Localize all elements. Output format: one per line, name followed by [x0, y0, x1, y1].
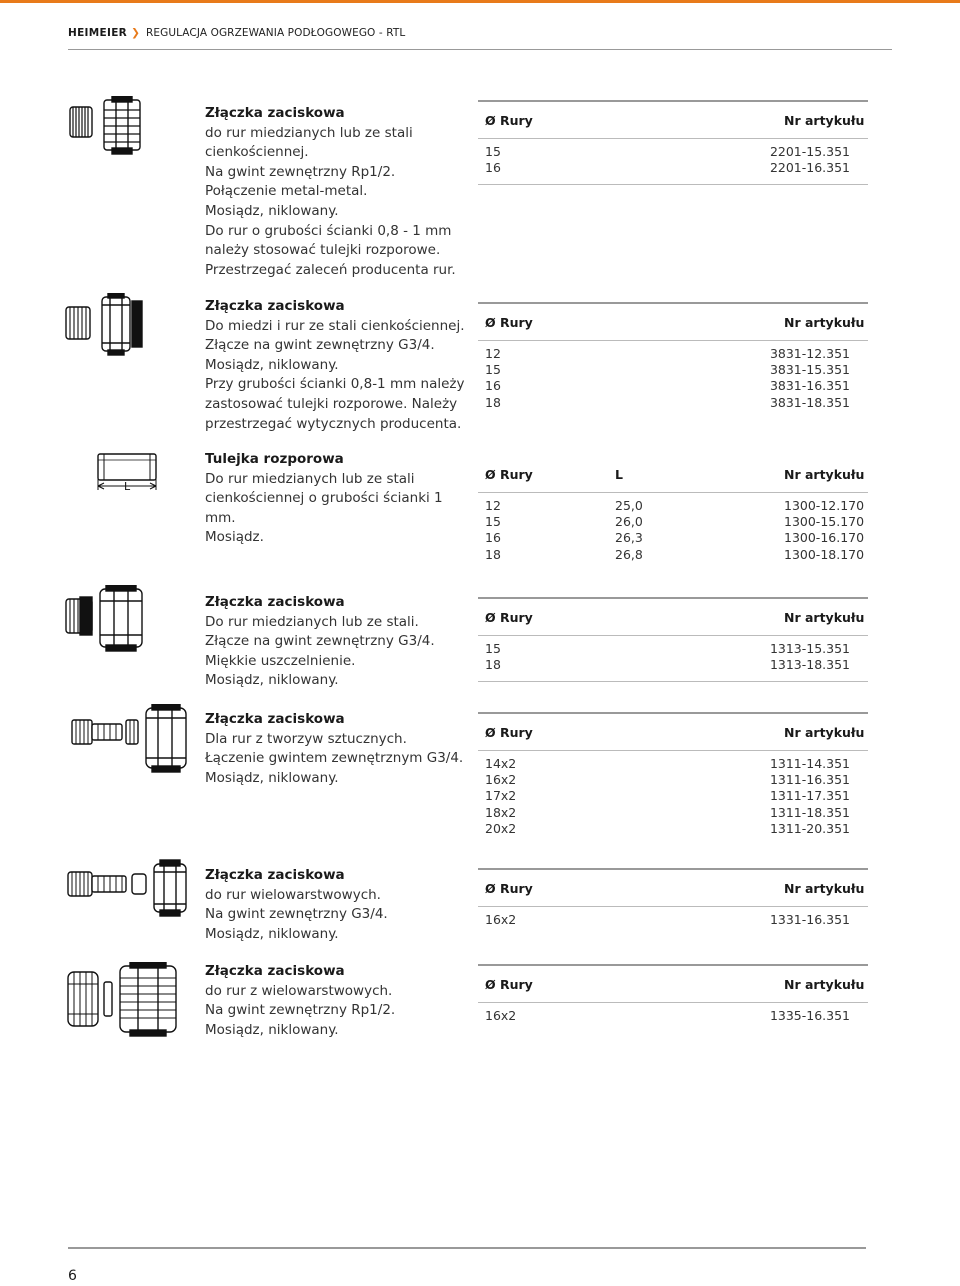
table-row	[478, 821, 868, 837]
article-table	[478, 456, 868, 571]
article-table	[478, 964, 868, 1032]
column-header: Nr artykułu	[784, 881, 865, 896]
column-header: Ø Rury	[485, 881, 533, 896]
compression-fitting-image	[60, 585, 200, 657]
product-title: Złączka zaciskowa	[205, 594, 345, 610]
column-header: Nr artykułu	[784, 725, 865, 740]
table-header	[478, 712, 868, 751]
description-line: przestrzegać wytycznych producenta.	[205, 415, 462, 432]
article-number: 1300-12.170	[784, 498, 865, 513]
article-number: 1335-16.351	[769, 1008, 850, 1023]
pipe-size: 17x2	[485, 788, 517, 804]
compression-fitting-image	[60, 704, 200, 776]
column-header: Ø Rury	[485, 977, 533, 992]
article-number: 1300-18.170	[784, 546, 865, 562]
pipe-size: 18	[485, 394, 501, 410]
table-row	[478, 346, 868, 362]
column-header: Nr artykułu	[784, 610, 865, 625]
description-line: Złącze na gwint zewnętrzny G3/4.	[205, 633, 435, 650]
description-line: Mosiądz, niklowany.	[205, 202, 339, 219]
article-table	[478, 302, 868, 419]
description-line: Łączenie gwintem zewnętrznym G3/4.	[205, 750, 464, 767]
column-header: Nr artykułu	[784, 467, 865, 482]
description-line: Do rur o grubości ścianki 0,8 - 1 mm	[205, 222, 452, 239]
article-number: 1331-16.351	[769, 912, 850, 927]
description-line: Miękkie uszczelnienie.	[205, 652, 356, 669]
description-line: Przestrzegać zaleceń producenta rur.	[205, 261, 456, 278]
article-number: 1311-18.351	[769, 804, 850, 820]
table-row	[478, 1008, 868, 1024]
table-row	[478, 547, 868, 563]
product-description	[205, 710, 470, 788]
article-table	[478, 712, 868, 845]
article-number: 1300-16.170	[784, 530, 865, 546]
table-row	[478, 756, 868, 772]
pipe-size: 15	[485, 362, 501, 378]
table-row	[478, 514, 868, 530]
pipe-size: 15	[485, 514, 501, 530]
description-line: cienkościennej o grubości ścianki 1 mm.	[205, 490, 443, 526]
table-row	[478, 530, 868, 546]
sleeve-image	[60, 450, 200, 500]
column-header: Ø Rury	[485, 467, 533, 482]
description-line: Mosiądz.	[205, 529, 264, 546]
pipe-size: 18	[485, 546, 501, 562]
length-value: 26,0	[615, 514, 643, 530]
article-number: 2201-15.351	[769, 144, 850, 159]
description-line: Do rur miedzianych lub ze stali.	[205, 613, 419, 630]
product-title: Złączka zaciskowa	[205, 867, 345, 883]
table-row	[478, 498, 868, 514]
table-row	[478, 912, 868, 928]
pipe-size: 14x2	[485, 756, 517, 771]
pipe-size: 16x2	[485, 1008, 517, 1023]
description-line: Mosiądz, niklowany.	[205, 1021, 339, 1038]
description-line: Na gwint zewnętrzny Rp1/2.	[205, 1002, 396, 1019]
length-value: 26,8	[615, 546, 643, 562]
description-line: Do rur miedzianych lub ze stali	[205, 470, 415, 487]
article-number: 3831-16.351	[769, 378, 850, 394]
description-line: Mosiądz, niklowany.	[205, 672, 339, 689]
article-number: 1313-15.351	[769, 641, 850, 656]
description-line: Mosiądz, niklowany.	[205, 356, 339, 373]
description-line: do rur miedzianych lub ze stali	[205, 124, 413, 141]
compression-fitting-image	[60, 96, 200, 158]
description-line: Połączenie metal-metal.	[205, 183, 368, 200]
article-number: 2201-16.351	[769, 160, 850, 176]
product-description	[205, 297, 470, 434]
article-number: 3831-15.351	[769, 362, 850, 378]
column-header: L	[615, 467, 623, 482]
description-line: Przy grubości ścianki 0,8-1 mm należy	[205, 376, 465, 393]
product-description	[205, 962, 470, 1040]
compression-fitting-image	[60, 293, 200, 359]
description-line: Mosiądz, niklowany.	[205, 925, 339, 942]
product-title: Tulejka rozporowa	[205, 451, 344, 467]
article-number: 3831-18.351	[769, 394, 850, 410]
table-header	[478, 597, 868, 636]
product-title: Złączka zaciskowa	[205, 298, 345, 314]
table-row	[478, 772, 868, 788]
compression-fitting-image	[60, 962, 200, 1038]
article-number: 1311-14.351	[769, 756, 850, 771]
length-value: 25,0	[615, 498, 643, 513]
product-title: Złączka zaciskowa	[205, 963, 345, 979]
product-title: Złączka zaciskowa	[205, 105, 345, 121]
column-header: Ø Rury	[485, 610, 533, 625]
length-value: 26,3	[615, 530, 643, 546]
page-number: 6	[68, 1268, 77, 1284]
product-description	[205, 593, 470, 691]
pipe-size: 18x2	[485, 804, 517, 820]
pipe-size: 16	[485, 530, 501, 546]
pipe-size: 18	[485, 657, 501, 673]
table-header	[478, 302, 868, 341]
article-table	[478, 100, 868, 185]
description-line: należy stosować tulejki rozporowe.	[205, 242, 441, 259]
pipe-size: 20x2	[485, 820, 517, 836]
product-description	[205, 450, 470, 548]
footer-divider	[68, 1247, 866, 1249]
pipe-size: 16x2	[485, 772, 517, 788]
header-divider	[68, 49, 892, 50]
column-header: Ø Rury	[485, 315, 533, 330]
table-row	[478, 378, 868, 394]
chevron-right-icon: ❯	[131, 27, 140, 39]
column-header: Ø Rury	[485, 725, 533, 740]
top-accent-bar	[0, 0, 960, 3]
compression-fitting-image	[60, 858, 200, 924]
table-header	[478, 456, 868, 493]
dimension-label: L	[124, 480, 131, 493]
pipe-size: 12	[485, 498, 501, 513]
table-row	[478, 362, 868, 378]
description-line: cienkościennej.	[205, 144, 309, 161]
description-line: do rur z wielowarstwowych.	[205, 982, 393, 999]
pipe-size: 15	[485, 641, 501, 656]
pipe-size: 16x2	[485, 912, 517, 927]
pipe-size: 12	[485, 346, 501, 361]
product-description	[205, 866, 470, 944]
pipe-size: 15	[485, 144, 501, 159]
pipe-size: 16	[485, 378, 501, 394]
column-header: Nr artykułu	[784, 977, 865, 992]
header-subtitle: REGULACJA OGRZEWANIA PODŁOGOWEGO - RTL	[145, 27, 406, 39]
brand-name: HEIMEIER	[68, 27, 128, 39]
page-header	[68, 27, 405, 39]
table-row	[478, 788, 868, 804]
table-header	[478, 100, 868, 139]
description-line: zastosować tulejki rozporowe. Należy	[205, 395, 458, 412]
column-header: Nr artykułu	[784, 315, 865, 330]
table-row	[478, 657, 868, 673]
article-number: 1311-16.351	[769, 772, 850, 788]
product-title: Złączka zaciskowa	[205, 711, 345, 727]
article-number: 1311-17.351	[769, 788, 850, 804]
pipe-size: 16	[485, 160, 501, 176]
product-description	[205, 104, 470, 280]
table-header	[478, 964, 868, 1003]
description-line: Dla rur z tworzyw sztucznych.	[205, 730, 407, 747]
article-table	[478, 597, 868, 682]
description-line: Mosiądz, niklowany.	[205, 769, 339, 786]
table-row	[478, 160, 868, 176]
description-line: Na gwint zewnętrzny Rp1/2.	[205, 163, 396, 180]
table-row	[478, 144, 868, 160]
description-line: Na gwint zewnętrzny G3/4.	[205, 906, 388, 923]
table-row	[478, 641, 868, 657]
article-number: 1300-15.170	[784, 514, 865, 530]
table-header	[478, 868, 868, 907]
article-number: 1313-18.351	[769, 657, 850, 673]
column-header: Nr artykułu	[784, 113, 865, 128]
table-row	[478, 805, 868, 821]
column-header: Ø Rury	[485, 113, 533, 128]
article-table	[478, 868, 868, 936]
description-line: do rur wielowarstwowych.	[205, 886, 381, 903]
table-row	[478, 395, 868, 411]
description-line: Złącze na gwint zewnętrzny G3/4.	[205, 337, 435, 354]
article-number: 3831-12.351	[769, 346, 850, 361]
article-number: 1311-20.351	[769, 820, 850, 836]
description-line: Do miedzi i rur ze stali cienkościennej.	[205, 317, 465, 334]
